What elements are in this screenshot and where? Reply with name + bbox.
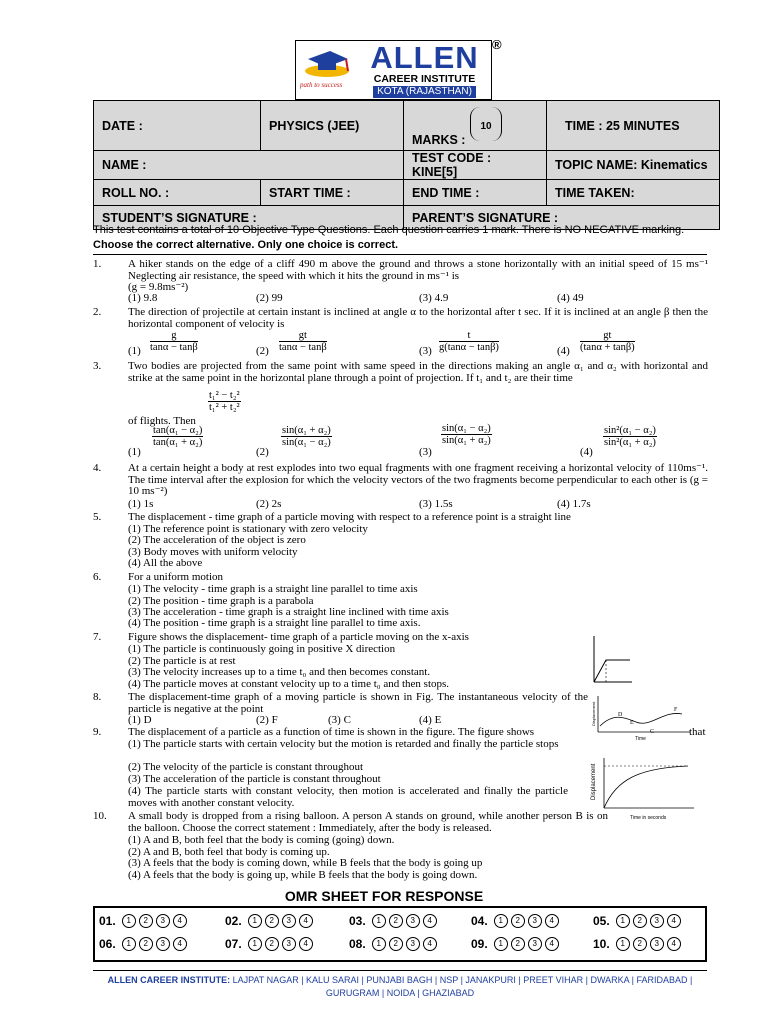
option: (3) The acceleration of the particle is constant throughout — [128, 773, 381, 785]
omr-bubble[interactable]: 2 — [511, 937, 525, 951]
question-text: A hiker stands on the edge of a cliff 490 m above the ground and throws a stone horizontally with an initial speed of 15 ms⁻¹ Neglecting air resistance, the speed with which it hits the ground in ms⁻¹ is — [128, 258, 708, 282]
option: (3) The velocity increases up to a time t₀ and then becomes constant. — [128, 666, 431, 678]
question-number: 4. — [93, 462, 102, 474]
logo-brand: ALLEN — [370, 39, 479, 75]
point-label: C — [650, 729, 655, 735]
omr-bubble[interactable]: 4 — [545, 914, 559, 928]
parent-signature-field: PARENT’S SIGNATURE : — [404, 206, 720, 230]
omr-bubble[interactable]: 2 — [139, 914, 153, 928]
question-number: 5. — [93, 511, 102, 523]
omr-question — [349, 937, 437, 951]
option-fraction: $\frac{\text{tan(α₁ − α₂)}}{\text{tan(α₁ + α₂)}}$ — [153, 425, 203, 448]
omr-question-number: 09. — [471, 937, 488, 951]
omr-title: OMR SHEET FOR RESPONSE — [284, 888, 484, 904]
time-field: TIME : 25 MINUTES — [547, 101, 720, 151]
omr-question — [225, 937, 313, 951]
marks-field — [404, 101, 547, 151]
omr-bubble[interactable]: 3 — [156, 914, 170, 928]
option: (2) The acceleration of the object is zero — [128, 534, 306, 546]
omr-question-number: 05. — [593, 914, 610, 928]
ratio-fraction: $\frac{\text{t₁² − t₂²}}{\text{t₁² + t₂²}}$ — [209, 390, 240, 413]
omr-bubble[interactable]: 2 — [389, 914, 403, 928]
question-number: 6. — [93, 571, 102, 583]
name-field: NAME : — [94, 151, 404, 180]
date-field: DATE : — [94, 101, 261, 151]
point-label: F — [674, 707, 678, 713]
omr-question — [471, 914, 559, 928]
option-fraction: $\frac{gt}{\tan\alpha - \tan\beta}$ — [279, 330, 327, 353]
registered-mark: ® — [492, 37, 502, 52]
omr-bubble[interactable]: 1 — [372, 937, 386, 951]
option: (2) The position - time graph is a parabola — [128, 595, 314, 607]
question-extra: of flights. Then — [128, 415, 196, 427]
omr-bubble[interactable]: 1 — [248, 937, 262, 951]
omr-bubble[interactable]: 4 — [667, 914, 681, 928]
omr-question-number: 07. — [225, 937, 242, 951]
omr-bubble[interactable]: 3 — [156, 937, 170, 951]
question-number: 3. — [93, 360, 102, 372]
axis-label: Displacement — [591, 701, 596, 726]
omr-question-number: 04. — [471, 914, 488, 928]
option-fraction: $\frac{\text{sin(α₁ + α₂)}}{\text{sin(α₁ − α₂)}}$ — [282, 425, 331, 448]
axis-label: Displacement — [591, 763, 597, 800]
omr-bubble[interactable]: 3 — [650, 914, 664, 928]
question-text: Figure shows the displacement- time graph of a particle moving on the x-axis — [128, 631, 469, 643]
omr-question — [471, 937, 559, 951]
omr-bubble[interactable]: 3 — [282, 914, 296, 928]
option: (2) A and B, both feel that body is coming up. — [128, 846, 330, 858]
question-number: 9. — [93, 726, 102, 738]
option: (2) F — [256, 714, 278, 726]
omr-bubble[interactable]: 4 — [173, 914, 187, 928]
omr-bubble[interactable]: 4 — [667, 937, 681, 951]
axis-label: Time — [635, 736, 646, 742]
omr-bubble[interactable]: 3 — [282, 937, 296, 951]
question-number: 1. — [93, 258, 102, 270]
option: (2) — [256, 446, 269, 458]
footer-branches: LAJPAT NAGAR | KALU SARAI | PUNJABI BAGH | NSP | JANAKPURI | PREET VIHAR | DWARKA | FARIDABAD | — [230, 975, 693, 985]
question-text: The displacement-time graph of a moving particle is shown in Fig. The instantaneous velocity of the particle is negative at the point — [128, 691, 588, 715]
option: (1) 1s — [128, 498, 154, 510]
graduate-cap-icon — [296, 41, 358, 99]
omr-bubble[interactable]: 2 — [633, 937, 647, 951]
footer-branches-2: GURUGRAM | NOIDA | GHAZIABAD — [325, 988, 475, 998]
omr-question-number: 06. — [99, 937, 116, 951]
omr-bubble[interactable]: 4 — [299, 914, 313, 928]
question-text: The displacement of a particle as a function of time is shown in the figure. The figure shows — [128, 726, 535, 738]
omr-question — [593, 937, 681, 951]
omr-question-number: 02. — [225, 914, 242, 928]
logo-subtitle: CAREER INSTITUTE — [373, 72, 476, 85]
omr-bubble[interactable]: 3 — [406, 937, 420, 951]
omr-bubble[interactable]: 3 — [650, 937, 664, 951]
logo-location: KOTA (RAJASTHAN) — [373, 86, 476, 98]
option-fraction: $\frac{g}{\tan\alpha - \tan\beta}$ — [150, 330, 198, 353]
omr-bubble[interactable]: 4 — [545, 937, 559, 951]
omr-question — [593, 914, 681, 928]
option-fraction: $\frac{\text{sin²(α₁ − α₂)}}{\text{sin²(α₁ + α₂)}}$ — [604, 425, 656, 448]
logo-tagline: path to success — [300, 81, 343, 89]
option: (4) The position - time graph is a straight line parallel to time axis. — [128, 617, 421, 629]
omr-bubble[interactable]: 2 — [511, 914, 525, 928]
omr-question-number: 08. — [349, 937, 366, 951]
option: (4) — [580, 446, 593, 458]
option: (1) The velocity - time graph is a straight line parallel to time axis — [128, 583, 418, 595]
displacement-time-graph-q7 — [582, 632, 634, 690]
point-label: E — [630, 720, 634, 726]
option: (1) A and B, both feel that the body is coming (going) down. — [128, 834, 395, 846]
omr-bubble[interactable]: 4 — [299, 937, 313, 951]
omr-bubble[interactable]: 3 — [528, 914, 542, 928]
option: (2) 99 — [256, 292, 283, 304]
omr-bubble[interactable]: 1 — [248, 914, 262, 928]
option: (3) — [419, 345, 432, 357]
question-number: 8. — [93, 691, 102, 703]
omr-question — [349, 914, 437, 928]
axis-label: Time in seconds — [630, 815, 667, 821]
option: (3) The acceleration - time graph is a straight line inclined with time axis — [128, 606, 449, 618]
marks-label: MARKS : — [412, 133, 466, 147]
option: (4) — [557, 345, 570, 357]
option: (2) The velocity of the particle is constant throughout — [128, 761, 364, 773]
question-text: A small body is dropped from a rising balloon. A person A stands on ground, while another person B is on the balloon. Choose the correct statement : Immediately, after the body is released. — [128, 810, 608, 834]
option: (4) The particle starts with constant velocity, then motion is accelerated and finally the particle moves with another constant velocity. — [128, 785, 568, 809]
omr-bubble[interactable]: 1 — [372, 914, 386, 928]
subject-field: PHYSICS (JEE) — [261, 101, 404, 151]
question-number: 7. — [93, 631, 102, 643]
omr-bubble[interactable]: 1 — [122, 914, 136, 928]
divider — [93, 254, 707, 255]
question-extra: (g = 9.8ms⁻²) — [128, 281, 189, 293]
omr-question — [99, 937, 187, 951]
option: (3) Body moves with uniform velocity — [128, 546, 298, 558]
question-text: At a certain height a body at rest explodes into two equal fragments with one fragment receiving a horizontal velocity of 110ms⁻¹. The time interval after the explosion for which the velocity vectors of the two fragments become perpendicular to each other is (g = 10 ms⁻²) — [128, 462, 708, 497]
omr-bubble[interactable]: 3 — [528, 937, 542, 951]
omr-bubble[interactable]: 4 — [423, 914, 437, 928]
option: (1) The reference point is stationary with zero velocity — [128, 523, 368, 535]
omr-bubble[interactable]: 1 — [494, 937, 508, 951]
instructions-choose: Choose the correct alternative. Only one choice is correct. — [93, 239, 399, 251]
option-fraction: $\frac{gt}{(\tan\alpha + \tan\beta)}$ — [580, 330, 635, 353]
end-time-field: END TIME : — [404, 180, 547, 206]
omr-question — [225, 914, 313, 928]
option: (1) The particle is continuously going in positive X direction — [128, 643, 396, 655]
question-text: The direction of projectile at certain instant is inclined at angle α to the horizontal after t sec. If it is inclined at an angle β then the horizontal component of velocity is — [128, 306, 708, 330]
omr-bubble[interactable]: 2 — [265, 914, 279, 928]
option: (3) C — [328, 714, 351, 726]
omr-sheet — [93, 906, 707, 962]
option: (4) A feels that the body is going up, while B feels that the body is going down. — [128, 869, 478, 881]
option-fraction: $\frac{t}{g(\tan\alpha - \tan\beta)}$ — [439, 330, 499, 353]
omr-question-number: 10. — [593, 937, 610, 951]
displacement-time-graph-q8 — [590, 692, 695, 742]
option: (2) — [256, 345, 269, 357]
roll-no-field: ROLL NO. : — [94, 180, 261, 206]
option: (4) E — [419, 714, 442, 726]
omr-question — [99, 914, 187, 928]
topic-field: TOPIC NAME: Kinematics — [547, 151, 720, 180]
option: (4) The particle moves at constant velocity up to a time t₀ and then stops. — [128, 678, 450, 690]
test-header-table — [93, 100, 720, 230]
option: (2) The particle is at rest — [128, 655, 236, 667]
option: (4) 49 — [557, 292, 584, 304]
omr-bubble[interactable]: 2 — [265, 937, 279, 951]
question-tail: that — [689, 726, 706, 738]
option: (3) 1.5s — [419, 498, 453, 510]
omr-bubble[interactable]: 2 — [633, 914, 647, 928]
omr-bubble[interactable]: 4 — [173, 937, 187, 951]
time-taken-field: TIME TAKEN: — [547, 180, 720, 206]
option: (2) 2s — [256, 498, 282, 510]
question-number: 10. — [93, 810, 107, 822]
option-fraction: $\frac{\text{sin(α₁ − α₂)}}{\text{sin(α₁ + α₂)}}$ — [442, 423, 491, 446]
student-signature-field: STUDENT’S SIGNATURE : — [94, 206, 404, 230]
option: (4) 1.7s — [557, 498, 591, 510]
footer — [93, 970, 707, 1000]
question-text: For a uniform motion — [128, 571, 224, 583]
omr-bubble[interactable]: 3 — [406, 914, 420, 928]
option: (3) A feels that the body is coming down, while B feels that the body is going up — [128, 857, 483, 869]
option: (1) 9.8 — [128, 292, 158, 304]
omr-question-number: 03. — [349, 914, 366, 928]
instructions: This test contains a total of 10 Objective Type Questions. Each question carries 1 mark. There is NO NEGATIVE marking. — [93, 224, 685, 236]
question-number: 2. — [93, 306, 102, 318]
omr-bubble[interactable]: 1 — [494, 914, 508, 928]
omr-bubble[interactable]: 1 — [122, 937, 136, 951]
omr-bubble[interactable]: 1 — [616, 937, 630, 951]
omr-bubble[interactable]: 4 — [423, 937, 437, 951]
option: (1) — [128, 345, 141, 357]
question-text: Two bodies are projected from the same point with same speed in the directions making an angle α₁ and α₂ with horizontal and strike at the same point in the horizontal plane through a point of projection. If t₁ and t₂ are their time — [128, 360, 708, 384]
omr-bubble[interactable]: 1 — [616, 914, 630, 928]
option: (1) D — [128, 714, 152, 726]
point-label: D — [618, 712, 623, 718]
omr-bubble[interactable]: 2 — [139, 937, 153, 951]
allen-logo — [295, 40, 492, 100]
marks-value: 10 — [470, 107, 502, 141]
start-time-field: START TIME : — [261, 180, 404, 206]
option: (1) The particle starts with certain velocity but the motion is retarded and finally the particle stops — [128, 738, 559, 750]
question-text: The displacement - time graph of a particle moving with respect to a reference point is a straight line — [128, 511, 571, 523]
omr-question-number: 01. — [99, 914, 116, 928]
footer-brand: ALLEN CAREER INSTITUTE: — [107, 975, 231, 985]
option: (1) — [128, 446, 141, 458]
option: (3) — [419, 446, 432, 458]
omr-bubble[interactable]: 2 — [389, 937, 403, 951]
test-code-field: TEST CODE : KINE[5] — [404, 151, 547, 180]
option: (4) All the above — [128, 557, 203, 569]
option: (3) 4.9 — [419, 292, 449, 304]
